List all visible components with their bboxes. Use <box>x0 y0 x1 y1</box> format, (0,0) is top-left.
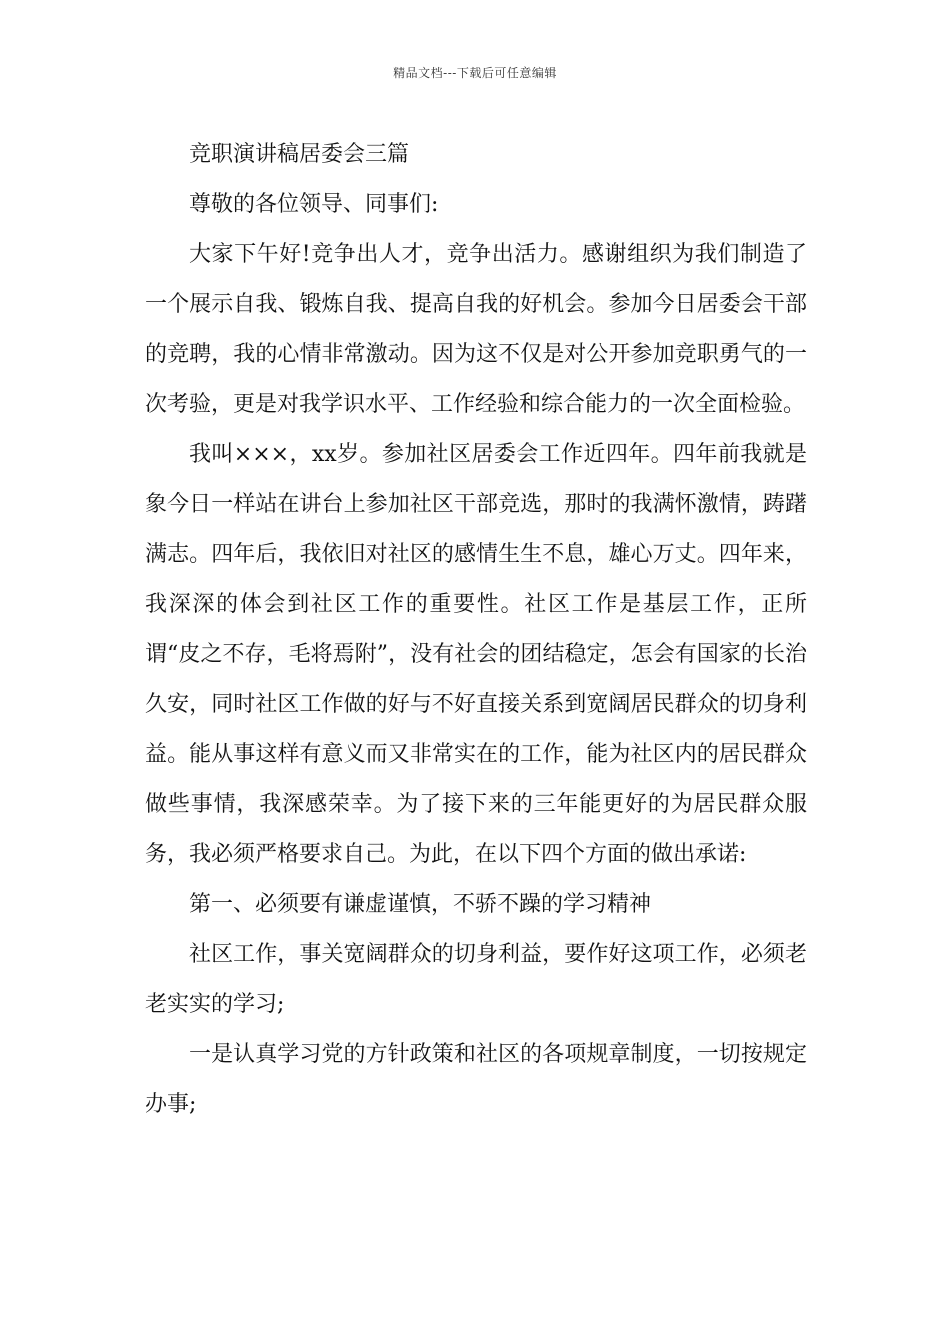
paragraph-heading-first: 第一、必须要有谦虚谨慎，不骄不躁的学习精神 <box>189 892 652 917</box>
document-body <box>145 130 807 1130</box>
paragraph-point-one: 一是认真学习党的方针政策和社区的各项规章制度，一切按规定办事; <box>145 1042 807 1117</box>
page-header: 精品文档---下载后可任意编辑 <box>393 66 557 80</box>
paragraph-study: 社区工作，事关宽阔群众的切身利益，要作好这项工作，必须老老实实的学习; <box>145 942 807 1017</box>
paragraph-greeting: 大家下午好!竞争出人才，竞争出活力。感谢组织为我们制造了一个展示自我、锻炼自我、提高自我的好机会。参加今日居委会干部的竞聘，我的心情非常激动。因为这不仅是对公开参加竞职勇气的一次考验，更是对我学识水平、工作经验和综合能力的一次全面检验。 <box>145 242 807 417</box>
paragraph-self-introduction: 我叫×××，xx岁。参加社区居委会工作近四年。四年前我就是象今日一样站在讲台上参加社区干部竞选，那时的我满怀激情，踌躇满志。四年后，我依旧对社区的感情生生不息，雄心万丈。四年来，我深深的体会到社区工作的重要性。社区工作是基层工作，正所谓“皮之不存，毛将焉附”，没有社会的团结稳定，怎会有国家的长治久安，同时社区工作做的好与不好直接关系到宽阔居民群众的切身利益。能从事这样有意义而又非常实在的工作，能为社区内的居民群众做些事情，我深感荣幸。为了接下来的三年能更好的为居民群众服务，我必须严格要求自己。为此，在以下四个方面的做出承诺: <box>145 442 807 867</box>
paragraph-salutation: 尊敬的各位领导、同事们: <box>189 192 439 217</box>
document-title: 竞职演讲稿居委会三篇 <box>189 142 410 167</box>
